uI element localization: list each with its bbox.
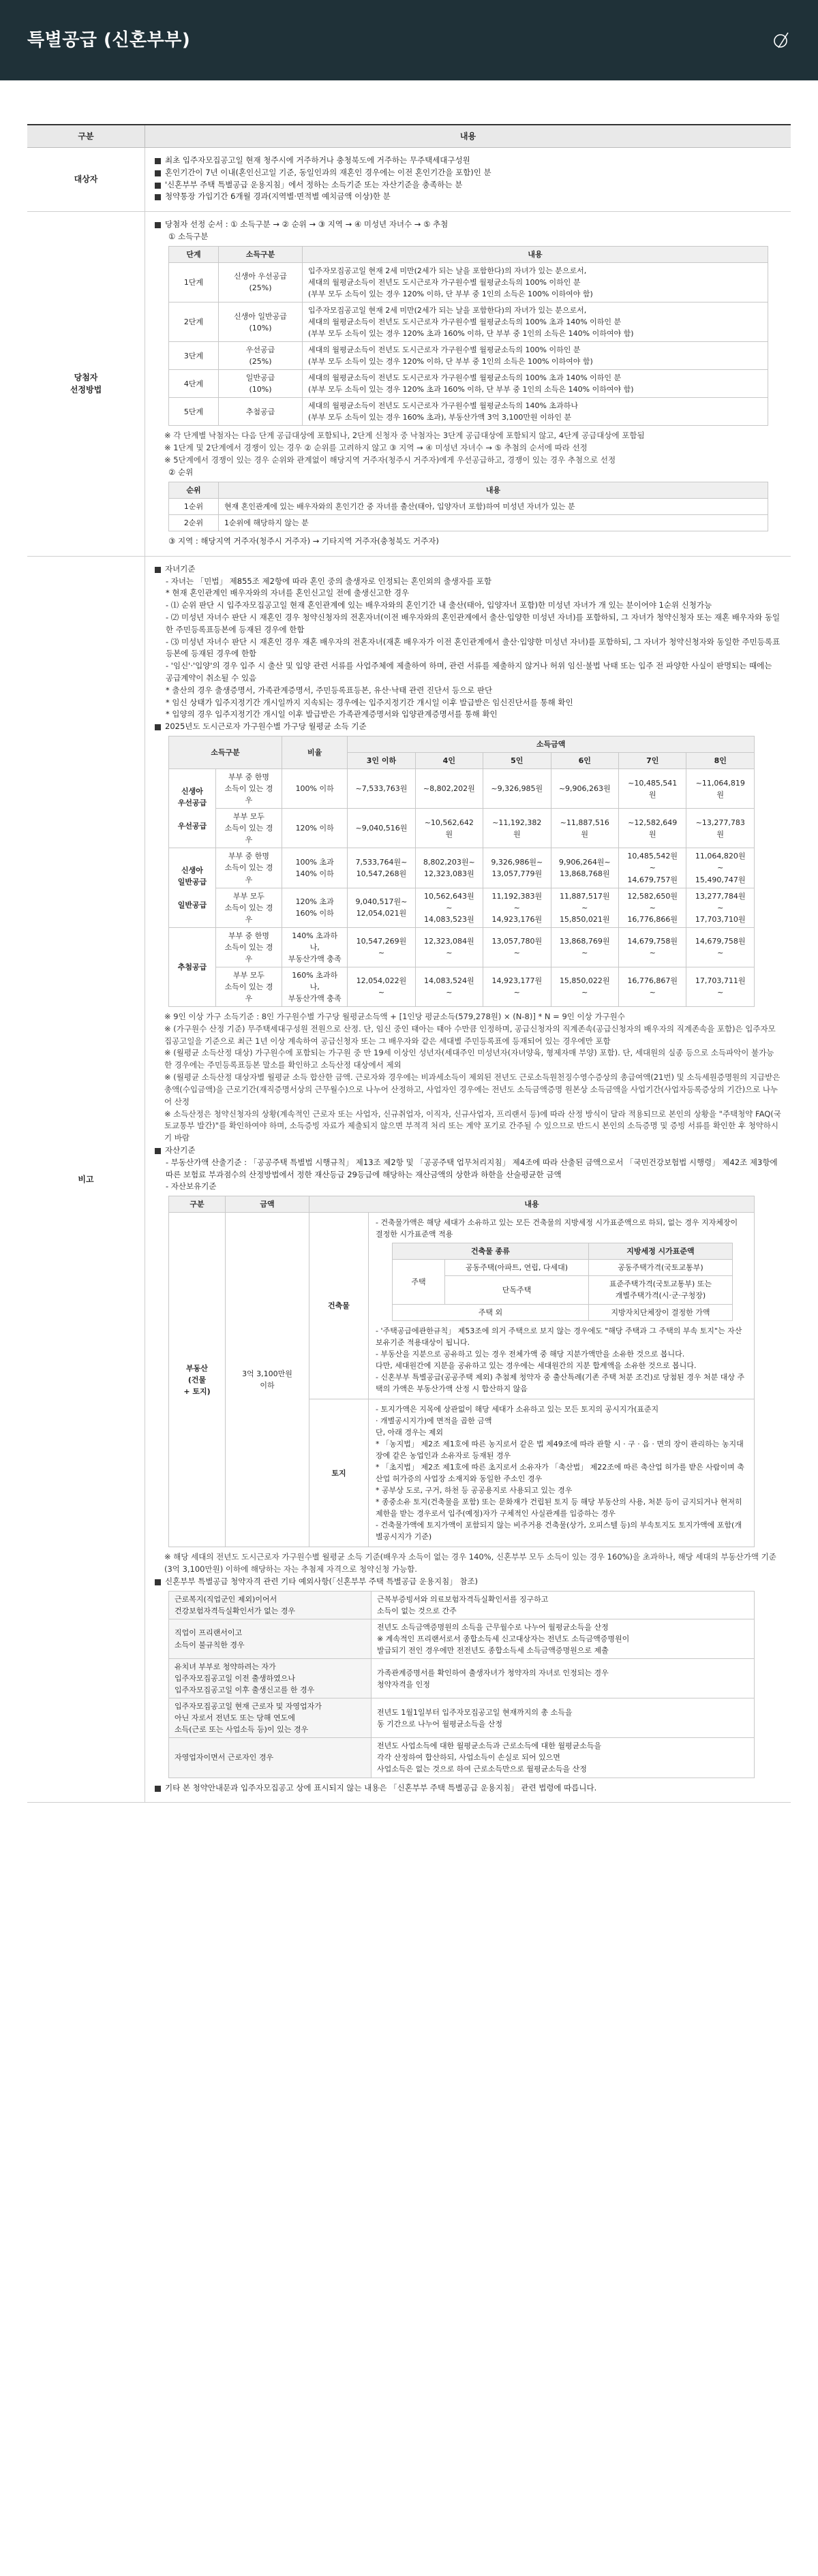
asset-head-content: 내용 [309,1196,755,1213]
inc-value: 9,040,517원~ 12,054,021원 [348,888,415,927]
note-line: ※ 소득산정은 청약신청자의 상황(계속적인 근로자 또는 사업자, 신규취업자, 이직자, 신규사업자, 프리랜서 등)에 따라 산정 방식이 달라 적용되므로 본인의 상황을 "주택청약 FAQ(국토교통부 발간)"를 확인하여야 하며, 소득증빙 자료가 제출되지 않으면 부적격 처리 또는 계약 포기로 간주될 수 있으므로 반드시 본인의 소득증명 및 증빙 서류를 확인한 후 청약하시기 바람 [164,1108,781,1143]
type-cell: 일반공급 (10%) [219,370,303,398]
inc-value: 8,802,203원~ 12,323,083원 [415,848,483,888]
note-line: ※ 9인 이상 가구 소득기준 : 8인 가구원수별 가구당 월평균소득액 + [1인당 평균소득(579,278원) × (N-8)] * N = 9인 이상 가구원수 [164,1012,625,1021]
bt-cat: 주택 외 [393,1304,589,1320]
rank-table-head: 순위 [169,482,219,498]
building-lines [376,1217,747,1240]
bt-std: 공동주택가격(국토교통부) [588,1260,732,1276]
inc-head-col: 6인 [551,753,618,769]
bullet [155,167,781,179]
inc-head-col: 3인 이하 [348,753,415,769]
table-row [169,769,755,809]
note-line: ※ (월평균 소득산정 대상자별 월평균 소득 합산한 금액. 근로자와 경우에는 비과세소득이 제외된 전년도 근로소득원천징수영수증상의 총급여액(21번) 및 소득세원증명원의 지급받은 총액(수입금액)을 근로기간(재직증명서상의 근무월수)으로 나누어 산정하고, 사업자인 경우에는 전년도 소득금액증명 원본상 소득금액을 사업기간(사업자등록증상의 기간)으로 나누어 산정 [164,1072,781,1106]
inc-head-col: 5인 [483,753,551,769]
page-header [0,0,818,80]
section-body [145,148,791,212]
asset-amount: 3억 3,100만원 이하 [226,1213,309,1547]
inc-value: 13,868,769원~ [551,927,618,967]
selection-order: 당첨자 선정 순서 : ① 소득구분 → ② 순위 → ③ 지역 → ④ 미성년 자녀수 → ⑤ 추첨 [165,219,449,230]
proof-desc: 근복부증빙서와 의료보험자격득실확인서를 징구하고 소득이 없는 것으로 간주 [372,1591,755,1619]
land-line: - 토지가액은 지목에 상관없이 해당 세대가 소유하고 있는 모든 토지의 공시지가(표준지 [376,1404,659,1414]
step-table-head: 단계 [169,246,219,262]
inc-head-col: 4인 [415,753,483,769]
bt-head: 지방세정 시가표준액 [588,1243,732,1260]
land-label: 토지 [309,1399,369,1547]
table-row [169,927,755,967]
asset-line: - 부동산가액 산출기준 : 「공공주택 특별법 시행규칙」 제13조 제2항 및 「공공주택 업무처리지침」 제4조에 따라 산출된 금액으로서 「국민건강보험법 시행령」 제42조 제3항에 따른 보험료 부과점수의 산정방법에서 정한 재산등급 29등급에 해당하는 재산금액의 상한과 하한을 산술평균한 금액 [166,1157,778,1179]
inc-value: ~8,802,202원 [415,769,483,809]
rank-desc-cell: 1순위에 해당하지 않는 분 [219,514,768,531]
inc-ratio: 140% 초과하나, 부동산가액 충족 [282,927,348,967]
table-row [169,848,755,888]
proof-case: 입주자모집공고일 현재 근로자 및 자영업자가 아닌 자로서 전년도 또는 당해 연도에 소득(근로 또는 사업소득 등)이 있는 경우 [169,1698,372,1738]
inc-sub: 부부 중 한명 소득이 있는 경우 [216,927,282,967]
income-step-table-wrap [155,246,781,426]
section-remarks [27,556,791,1803]
inc-value: 14,923,177원~ [483,967,551,1006]
bullet [155,179,781,191]
inc-value: 14,679,758원~ [686,927,755,967]
step-cell: 4단계 [169,370,219,398]
building-line: - 건축물가액은 해당 세대가 소유하고 있는 모든 건축물의 지방세정 시가표준액으로 하되, 없는 경우 지자체장이 결정한 시가표준액 적용 [376,1218,738,1239]
note-line: ※ (월평균 소득산정 대상) 가구원수에 포함되는 가구원 중 만 19세 이상인 성년자(세대주인 미성년자(자녀양육, 형제자매 부양) 포함). 단, 세대원의 실종 등으로 소득파악이 불가능한 경우에는 주민등록표등본 말소를 확인하고 소득산정 대상에서 제외 [164,1048,774,1070]
building-after-line: - 신혼부부 특별공급(공공주택 제외) 추첨제 청약자 중 출산특례(기존 주택 처분 조건)로 당첨된 경우 처분 대상 주택의 가액은 부동산가액 산정 시 합산하지 않음 [376,1372,745,1393]
inc-value: ~10,562,642원 [415,809,483,848]
table-row [169,1619,755,1658]
table-row [393,1304,733,1320]
inc-sub: 부부 모두 소득이 있는 경우 [216,888,282,927]
bullet [155,191,781,203]
table-row [169,1659,755,1698]
proof-case: 자영업자이면서 근로자인 경우 [169,1738,372,1778]
asset-notes [155,1551,781,1576]
main-table-head [27,125,791,148]
asset-title: 자산기준 [165,1145,196,1155]
bt-kind: 공동주택(아파트, 연립, 다세대) [445,1260,589,1276]
income-table [168,736,755,1007]
proof-case: 직업이 프리랜서이고 소득이 불규칙한 경우 [169,1619,372,1658]
inc-head-col: 7인 [618,753,686,769]
inc-value: 11,887,517원~ 15,850,021원 [551,888,618,927]
inc-value: 11,192,383원~ 14,923,176원 [483,888,551,927]
asset-head-amount: 금액 [226,1196,309,1213]
kids-line: - '임신'·'입양'의 경우 입주 시 출산 및 입양 관련 서류를 사업주체에 제출하여 하며, 관련 서류를 제출하지 않거나 허위 임신·불법 낙태 또는 입주 전 파양한 사실이 판명되는 때에는 공급계약이 취소될 수 있음 [166,661,772,683]
asset-line: - 자산보유기준 [166,1181,217,1192]
land-lines [376,1403,747,1543]
land-line: * 「초지법」 제2조 제1호에 따른 초지로서 소유자가 「축산법」 제22조에 따른 축산업 허가를 받은 사람이며 축산업 허가증의 사업장 소재지와 동일한 주소인 경우 [376,1463,744,1484]
section-label: 대상자 [27,148,145,212]
desc-cell: 세대의 월평균소득이 전년도 도시근로자 가구원수별 월평균소득의 100% 이하인 분 (부부 모두 소득이 있는 경우 120% 이하, 단 부부 중 1인의 소득은 100% 이하여야 함) [303,342,768,370]
rank-cell: 2순위 [169,514,219,531]
land-line: * 「농지법」 제2조 제1호에 따른 농지로서 같은 법 제49조에 따라 관할 시 · 구 · 읍 · 면의 장이 관리하는 농지대장에 같은 농업인과 소유자로 등재된 경우 [376,1439,744,1461]
head-col-category: 구분 [27,125,145,148]
inc-value: 12,054,022원~ [348,967,415,1006]
inc-head-col: 8인 [686,753,755,769]
inc-value: ~7,533,763원 [348,769,415,809]
step-cell: 1단계 [169,262,219,302]
building-label: 건축물 [309,1213,369,1399]
inc-value: 13,277,784원~ 17,703,710원 [686,888,755,927]
inc-sub: 부부 모두 소득이 있는 경우 [216,967,282,1006]
inc-value: 11,064,820원~ 15,490,747원 [686,848,755,888]
inc-ratio: 120% 이하 [282,809,348,848]
inc-ratio: 100% 이하 [282,769,348,809]
table-row [169,370,768,398]
subheading: ② 순위 [168,467,194,477]
bullet [155,1576,781,1588]
step-table-head: 내용 [303,246,768,262]
kids-lines [155,576,781,721]
table-row [169,1738,755,1778]
main-table [27,124,791,1803]
building-after-line: - '주택공급에관한규칙」 제53조에 의거 주택으로 보지 않는 경우에도 "해당 주택과 그 주택의 부속 토지"는 자산보유기준 적용대상이 됩니다. [376,1326,742,1347]
final-line: 기타 본 청약안내문과 입주자모집공고 상에 표시되지 않는 내용은 「신혼부부 주택 특별공급 운용지침」 관련 법령에 따릅니다. [165,1782,597,1793]
inc-value: ~12,582,649원 [618,809,686,848]
table-row [169,498,768,514]
inc-ratio: 160% 초과하나, 부동산가액 충족 [282,967,348,1006]
kids-line: - 자녀는 「민법」 제855조 제2항에 따라 혼인 중의 출생자로 인정되는 혼인외의 출생자를 포함 [166,576,491,586]
rank-table-head: 내용 [219,482,768,498]
kids-line: * 현재 혼인관계인 배우자와의 자녀를 혼인신고일 전에 출생신고한 경우 [166,588,410,598]
inc-value: 12,323,084원~ [415,927,483,967]
kids-title: 자녀기준 [165,563,196,574]
asset-table-wrap [155,1196,781,1547]
table-row [169,1591,755,1619]
eligibility-line: 최초 입주자모집공고일 현재 청주시에 거주하거나 충청북도에 거주하는 무주택세대구성원 [165,155,470,165]
bt-kind: 단독주택 [445,1276,589,1304]
inc-value: ~9,906,263원 [551,769,618,809]
inc-value: ~9,326,985원 [483,769,551,809]
rank-table-wrap [155,482,781,531]
table-row [169,967,755,1006]
inc-sub: 부부 중 한명 소득이 있는 경우 [216,769,282,809]
rank-cell: 1순위 [169,498,219,514]
inc-value: ~11,192,382원 [483,809,551,848]
proof-case: 유치녀 부부로 청약하려는 자가 입주자모집공고일 이전 출생하였으나 입주자모집공고일 이후 출생신고를 한 경우 [169,1659,372,1698]
note-line: ※ 5단계에서 경쟁이 있는 경우 순위와 관계없이 해당지역 거주자(청주시 거주자)에게 우선공급하고, 경쟁이 있는 경우 추첨으로 선정 [164,455,616,465]
note-line: ※ (가구원수 산정 기준) 무주택세대구성원 전원으로 산정. 단, 임신 중인 태아는 태아 수만큼 인정하며, 공급신청자의 직계존속(공급신청자의 배우자의 직계존속을 포함)은 입주자모집공고일을 기준으로 최근 1년 이상 계속하여 공급신청자 또는 그 배우자와 같은 세대별 주민등록표에 등재되어 있는 경우에만 포함 [164,1023,776,1046]
notes [155,430,781,466]
inc-value: 10,485,542원~ 14,679,757원 [618,848,686,888]
inc-head-type: 소득구분 [169,736,282,769]
proof-desc: 전년도 사업소득에 대한 월평균소득과 근로소득에 대한 월평균소득을 각각 산정하여 합산하되, 사업소득이 손실로 되어 있으면 사업소득은 없는 것으로 하여 근로소득만으로 월평균소득을 산정 [372,1738,755,1778]
inc-value: ~13,277,783원 [686,809,755,848]
inc-value: ~9,040,516원 [348,809,415,848]
section-body [145,212,791,556]
inc-value: ~10,485,541원 [618,769,686,809]
inc-value: 12,582,650원~ 16,776,866원 [618,888,686,927]
inc-value: 7,533,764원~ 10,547,268원 [348,848,415,888]
inc-value: 10,547,269원~ [348,927,415,967]
step-cell: 3단계 [169,342,219,370]
building-type-table [392,1243,733,1320]
inc-value: 17,703,711원~ [686,967,755,1006]
content [0,80,818,1844]
bullet [155,1782,781,1795]
building-after-line: 다만, 세대원간에 지분을 공유하고 있는 경우에는 세대원간의 지분 합계액을 소유한 것으로 봅니다. [376,1361,697,1370]
kids-line: - ⑶ 미성년 자녀수 판단 시 재혼인 경우 재혼 배우자의 전혼자녀(재혼 배우자가 이전 혼인관계에서 출산·입양한 미성년 자녀)를 포함하되, 그 자녀가 청약신청자와 동일한 주민등록표등본에 등재된 경우에 한함 [166,636,781,659]
inc-ratio: 120% 초과 160% 이하 [282,888,348,927]
table-row [169,302,768,342]
note-line: ※ 해당 세대의 전년도 도시근로자 가구원수별 월평균 소득 기준(배우자 소득이 없는 경우 140%, 신혼부부 모두 소득이 있는 경우 160%)을 초과하나, 해당 세대의 부동산가액 기준(3억 3,100만원) 이하에 해당하는 자는 추첨제 자격으로 청약신청 가능함. [164,1552,776,1574]
inc-value: 9,906,264원~ 13,868,768원 [551,848,618,888]
eligibility-line: 청약통장 가입기간 6개월 경과(지역별·면적별 예치금액 이상)한 분 [165,191,391,202]
bullet [155,1145,781,1157]
building-after-line: - 부동산을 지분으로 공유하고 있는 경우 전체가액 중 해당 지분가액만을 소유한 것으로 봅니다. [376,1349,685,1359]
bullet [155,219,781,231]
rank-table [168,482,768,531]
inc-value: 15,850,022원~ [551,967,618,1006]
building-content [369,1213,755,1399]
inc-value: ~11,887,516원 [551,809,618,848]
inc-value: 13,057,780원~ [483,927,551,967]
table-row [169,809,755,848]
income-title: 2025년도 도시근로자 가구원수별 가구당 월평균 소득 기준 [165,721,367,732]
note-line: ※ 각 단계별 낙첨자는 다음 단계 공급대상에 포함되나, 2단계 신청자 중 낙첨자는 3단계 공급대상에 포함되지 않고, 4단계 공급대상에 포함됨 [164,431,645,441]
section-body [145,556,791,1803]
note-line: ※ 1단계 및 2단계에서 경쟁이 있는 경우 ② 순위를 고려하지 않고 ③ 지역 → ④ 미성년 자녀수 → ⑤ 추첨의 순서에 따라 선정 [164,443,588,453]
head-col-content: 내용 [145,125,791,148]
section-selection [27,212,791,556]
type-cell: 신생아 일반공급 (10%) [219,302,303,342]
bt-std: 지방자치단체장이 결정한 가액 [588,1304,732,1320]
proof-table-wrap [155,1591,781,1778]
table-row [393,1260,733,1276]
inc-group: 신생아 우선공급 우선공급 [169,769,216,848]
inc-sub: 부부 중 한명 소득이 있는 경우 [216,848,282,888]
eligibility-line: '신혼부부 주택 특별공급 운용지침」에서 정하는 소득기준 또는 자산기준을 충족하는 분 [165,179,463,189]
income-step-table [168,246,768,426]
kids-line: - ⑵ 미성년 자녀수 판단 시 재혼인 경우 청약신청자의 전혼자녀(이전 배우자와의 혼인관계에서 출산·입양한 미성년 자녀)를 포함하되, 그 자녀가 청약신청자 또는 재혼 배우자와 동일한 주민등록표등본에 등재된 경우에 한함 [166,612,781,634]
asset-lines [155,1157,781,1193]
eligibility-line: 혼인기간이 7년 이내(혼인신고일 기준, 동일인과의 재혼인 경우에는 이전 혼인기간을 포함)인 분 [165,167,491,177]
desc-cell: 입주자모집공고일 현재 2세 미만(2세가 되는 날을 포함한다)의 자녀가 있는 분으로서, 세대의 월평균소득이 전년도 도시근로자 가구원수별 월평균소득의 100% 초과 140% 이하인 분 (부부 모두 소득이 있는 경우 120% 초과 160% 이하, 단 부부 중 1인의 소득은 140% 이하여야 함) [303,302,768,342]
section-label: 당첨자 선정방법 [27,212,145,556]
section-eligibility [27,148,791,212]
desc-cell: 입주자모집공고일 현재 2세 미만(2세가 되는 날을 포함한다)의 자녀가 있는 분으로서, 세대의 월평균소득이 전년도 도시근로자 가구원수별 월평균소득의 100% 이하인 분 (부부 모두 소득이 있는 경우 120% 이하, 단 부부 중 1인의 소득은 100% 이하여야 함) [303,262,768,302]
inc-value: 14,083,524원~ [415,967,483,1006]
inc-value: ~11,064,819원 [686,769,755,809]
land-line: 단, 아래 경우는 제외 [376,1427,443,1437]
desc-cell: 세대의 월평균소득이 전년도 도시근로자 가구원수별 월평균소득의 100% 초과 140% 이하인 분 (부부 모두 소득이 있는 경우 120% 초과 160% 이하, 단 부부 중 1인의 소득은 140% 이하여야 함) [303,370,768,398]
bullet [155,155,781,167]
desc-cell: 세대의 월평균소득이 전년도 도시근로자 가구원수별 월평균소득의 140% 초과하나 (부부 모두 소득이 있는 경우 160% 초과), 부동산가액 3억 3,100만원 이하인 분 [303,398,768,426]
land-line: * 공부상 도로, 구거, 하천 등 공공용지로 사용되고 있는 경우 [376,1486,573,1495]
proof-case: 근로복지(직업군인 제외)이어서 건강보험자격득실확인서가 없는 경우 [169,1591,372,1619]
land-line: · 개별공시지가)에 면적을 곱한 금액 [376,1416,492,1425]
step-table-head: 소득구분 [219,246,303,262]
table-row [169,262,768,302]
building-after-lines [376,1325,747,1395]
subheading: ① 소득구분 [168,232,209,242]
land-line: - 건축물가액에 토지가액이 포함되지 않는 비주거용 건축물(상가, 오피스텔 등)의 부속토지도 토지가액에 포함(개별공시지가 기준) [376,1521,742,1542]
bullet [155,721,781,733]
asset-table [168,1196,755,1547]
asset-main: 부동산 (건물 + 토지) [169,1213,226,1547]
inc-group: 신생아 일반공급 일반공급 [169,848,216,927]
bt-std: 표준주택가격(국토교통부) 또는 개별주택가격(시·군·구청장) [588,1276,732,1304]
asset-head-type: 구분 [169,1196,226,1213]
kids-line: * 출산의 경우 출생증명서, 가족관계증명서, 주민등록표등본, 유산·낙태 관련 진단서 등으로 판단 [166,685,493,695]
proof-desc: 전년도 소득금액증명원의 소득을 근무월수로 나누어 월평균소득을 산정 ※ 계속적인 프리랜서로서 종합소득세 신고대상자는 전년도 소득금액증명원이 발급되기 전인 경우에만 전전년도 종합소득세 소득금액증명원으로 제출 [372,1619,755,1658]
land-line: * 종중소유 토지(건축물을 포함) 또는 문화재가 건립된 토지 등 해당 부동산의 사용, 처분 등이 금지되거나 현저히 제한을 받는 경우로서 입주(예정)자가 구체적인 사실관계를 입증하는 경우 [376,1498,742,1519]
type-cell: 우선공급 (25%) [219,342,303,370]
page-title: 특별공급 (신혼부부) [27,29,191,50]
table-row [169,398,768,426]
subheading: ③ 지역 : 해당지역 거주자(청주시 거주자) → 기타지역 거주자(충청북도 거주자) [168,536,439,546]
proof-desc: 가족관계증명서를 확인하여 출생자녀가 청약자의 자녀로 인정되는 경우 청약자격을 인정 [372,1659,755,1698]
proof-table [168,1591,755,1778]
table-row [169,1698,755,1738]
kids-line: - ⑴ 순위 판단 시 입주자모집공고일 현재 혼인관계에 있는 배우자와의 혼인기간 내 출산(태아, 입양자녀 포함)한 미성년 자녀가 개 있는 분이어야 1순위 신청가능 [166,600,712,610]
proof-title: 신혼부부 특별공급 청약자격 관련 기타 예외사항(「신혼부부 주택 특별공급 운용지침」 참조) [165,1577,479,1587]
step-cell: 2단계 [169,302,219,342]
inc-sub: 부부 모두 소득이 있는 경우 [216,809,282,848]
rank-desc-cell: 현재 혼인관계에 있는 배우자와의 혼인기간 중 자녀를 출산(태아, 입양자녀 포함)하여 미성년 자녀가 있는 분 [219,498,768,514]
inc-head-ratio: 비율 [282,736,348,769]
inc-group: 추첨공급 [169,927,216,1006]
income-table-wrap [155,736,781,1007]
inc-value: 10,562,643원~ 14,083,523원 [415,888,483,927]
bullet [155,563,781,576]
inc-value: 14,679,758원~ [618,927,686,967]
type-cell: 신생아 우선공급 (25%) [219,262,303,302]
inc-head-income: 소득금액 [348,736,755,753]
type-cell: 추첨공급 [219,398,303,426]
kids-line: * 입양의 경우 입주지정기간 개시일 이후 발급받은 가족관계증명서와 입양관계증명서를 통해 확인 [166,709,498,719]
step-cell: 5단계 [169,398,219,426]
inc-value: 16,776,867원~ [618,967,686,1006]
land-content [369,1399,755,1547]
bt-cat: 주택 [393,1260,445,1304]
kids-line: * 임신 상태가 입주지정기간 개시일까지 지속되는 경우에는 입주지정기간 개시일 이후 발급받은 임신진단서를 통해 확인 [166,697,573,707]
inc-value: 9,326,986원~ 13,057,779원 [483,848,551,888]
section-label: 비고 [27,556,145,1803]
proof-desc: 전년도 1월1일부터 입주자모집공고일 현재까지의 총 소득을 동 기간으로 나누어 월평균소득을 산정 [372,1698,755,1738]
table-row [169,888,755,927]
logo-icon [770,29,793,52]
inc-ratio: 100% 초과 140% 이하 [282,848,348,888]
table-row [169,514,768,531]
income-notes [155,1011,781,1145]
bt-head: 건축물 종류 [393,1243,589,1260]
table-row [169,342,768,370]
